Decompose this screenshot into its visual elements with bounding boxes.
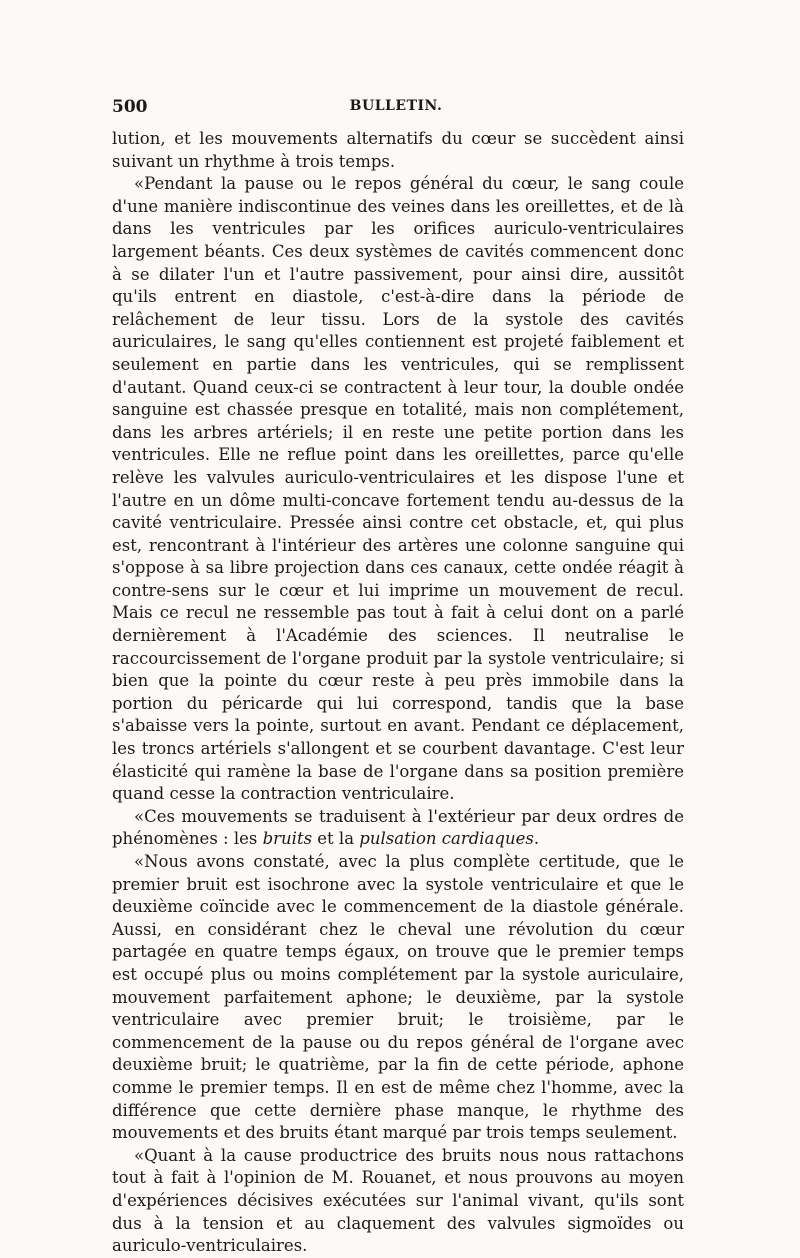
term-pulsation: pulsation cardiaques — [359, 829, 534, 849]
paragraph-sound-cause: «Quant à la cause productrice des bruits nous nous rattachons tout à fait à l'opinion de M. Rouanet, et nous prouvons au moyen d'expériences décisives exécutées sur l'animal vivant, qu'ils sont dus à la tension et au claquement des valvules sigmoïdes ou auriculo-ventriculaires. — [112, 1145, 684, 1256]
paragraph-heart-sounds: «Nous avons constaté, avec la plus complète certitude, que le premier bruit est isochrone avec la systole ventriculaire et que le deuxième coïncide avec le commencement de la diastole générale. Aussi, en considérant chez le cheval une révolution du cœur partagée en quatre temps égaux, on trouve que le premier temps est occupé plus ou moins complétement par la systole auriculaire, mouvement parfaitement aphone; le deuxième, par la systole ventriculaire avec premier bruit; le troisième, par le commencement de la pause ou du repos général de l'organe avec deuxième bruit; le quatrième, par la fin de cette période, aphone comme le premier temps. Il en est de même chez l'homme, avec la différence que cette dernière phase manque, le rhythme des mouvements et des bruits étant marqué par trois temps seulement. — [112, 852, 684, 1143]
body-text — [112, 128, 684, 1258]
paragraph-continuation: lution, et les mouvements alternatifs du cœur se succèdent ainsi suivant un rhythme à trois temps. — [112, 129, 684, 171]
paragraph-phenomena-text: «Ces mouvements se traduisent à l'extérieur par deux ordres de phénomènes : les — [112, 806, 684, 849]
page-number: 500 — [112, 97, 148, 117]
running-title: BULLETIN. — [349, 98, 443, 114]
term-bruits: bruits — [262, 829, 313, 849]
paragraph-heart-cycle: «Pendant la pause ou le repos général du cœur, le sang coule d'une manière indiscontinue des veines dans les oreillettes, et de là dans les ventricules par les orifices auriculo-ventriculaires largement béants. Ces deux systèmes de cavités commencent donc à se dilater l'un et l'autre passivement, pour ainsi dire, aussitôt qu'ils entrent en diastole, c'est-à-dire dans la période de relâchement de leur tissu. Lors de la systole des cavités auriculaires, le sang qu'elles contiennent est projeté faiblement et seulement en partie dans les ventricules, qui se remplissent d'autant. Quand ceux-ci se contractent à leur tour, la double ondée sanguine est chassée presque en totalité, mais non complétement, dans les arbres artériels; il en reste une petite portion dans les ventricules. Elle ne reflue point dans les oreillettes, parce qu'elle relève les valvules auriculo-ventriculaires et les dispose l'une et l'autre en un dôme multi-concave fortement tendu au-dessus de la cavité ventriculaire. Pressée ainsi contre cet obstacle, et, qui plus est, rencontrant à l'intérieur des artères une colonne sanguine qui s'oppose à sa libre projection dans ces canaux, cette ondée réagit à contre-sens sur le cœur et lui imprime un mouvement de recul. Mais ce recul ne ressemble pas tout à fait à celui dont on a parlé dernièrement à l'Académie des sciences. Il neutralise le raccourcissement de l'organe produit par la systole ventriculaire; si bien que la pointe du cœur reste à peu près immobile dans la portion du péricarde qui lui correspond, tandis que la base s'abaisse vers la pointe, surtout en avant. Pendant ce déplacement, les troncs artériels s'allongent et se courbent davantage. C'est leur élasticité qui ramène la base de l'organe dans sa position première quand cesse la contraction ventriculaire. — [112, 174, 684, 804]
paragraph-phenomena-joiner: et la — [312, 829, 360, 849]
paragraph-phenomena-end: . — [533, 829, 540, 849]
page-header — [112, 97, 680, 121]
paragraph-phenomena — [112, 806, 684, 851]
